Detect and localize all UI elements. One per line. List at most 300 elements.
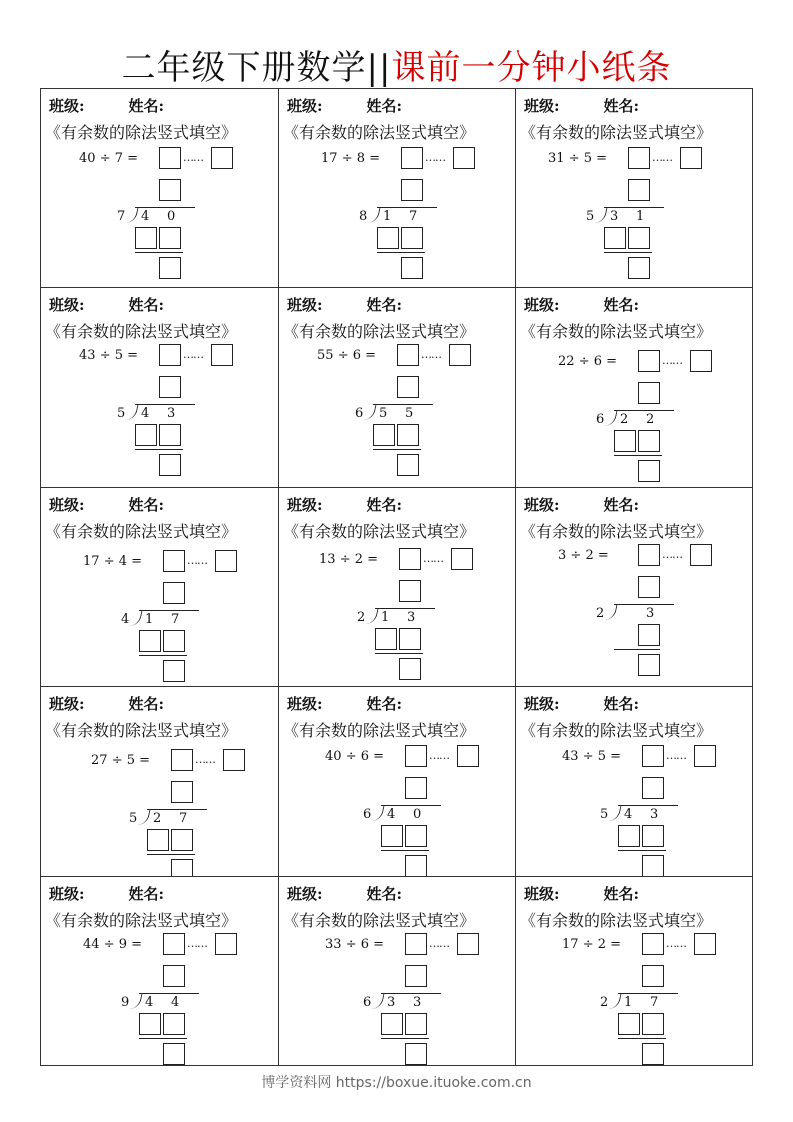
division-top-line: [135, 404, 195, 405]
remainder-result-box[interactable]: [405, 855, 427, 877]
product-ones-box[interactable]: [405, 825, 427, 847]
dividend-digit-ones: 3: [413, 995, 422, 1010]
dividend-digit-ones: 0: [167, 209, 176, 224]
title-red: 课前一分钟小纸条: [391, 48, 672, 88]
remainder-dots: ……: [666, 937, 686, 950]
dividend: 27: [91, 753, 108, 768]
equation: [325, 749, 384, 764]
dividend: 13: [319, 552, 336, 567]
product-tens-box[interactable]: [614, 430, 636, 452]
vertical-quotient-box[interactable]: [642, 965, 664, 987]
dividend-digit-tens: 4: [141, 209, 150, 224]
exercise-card: [279, 488, 516, 687]
vertical-quotient-box[interactable]: [399, 580, 421, 602]
exercise-card: [279, 687, 516, 877]
vertical-divisor: 9: [121, 995, 130, 1010]
remainder-dots: ……: [662, 354, 682, 367]
product-tens-box[interactable]: [375, 628, 397, 650]
division-top-line: [381, 805, 441, 806]
dividend: 40: [79, 151, 96, 166]
remainder-answer-box[interactable]: [690, 544, 712, 566]
class-label: 班级:: [524, 695, 560, 713]
product-tens-box[interactable]: [135, 424, 157, 446]
exercise-card: [279, 89, 516, 288]
remainder-result-box[interactable]: [401, 257, 423, 279]
equals-sign: =: [127, 151, 139, 166]
quotient-answer-box[interactable]: [405, 933, 427, 955]
division-bracket: [592, 207, 607, 223]
equation: [562, 937, 621, 952]
equation: [558, 354, 617, 369]
division-top-line: [614, 604, 674, 605]
division-top-line: [377, 207, 437, 208]
division-bracket: [363, 608, 378, 624]
vertical-quotient-box[interactable]: [628, 179, 650, 201]
divide-sign: ÷: [345, 749, 357, 764]
divide-sign: ÷: [111, 753, 123, 768]
remainder-result-box[interactable]: [159, 454, 181, 476]
class-label: 班级:: [524, 496, 560, 514]
class-label: 班级:: [49, 296, 85, 314]
divisor: 6: [593, 354, 603, 369]
remainder-result-box[interactable]: [405, 1043, 427, 1065]
equation: [548, 151, 607, 166]
card-header: [524, 693, 639, 714]
vertical-divisor: 5: [117, 406, 126, 421]
subtraction-line: [381, 850, 429, 851]
quotient-answer-box[interactable]: [405, 745, 427, 767]
card-header: [524, 294, 639, 315]
equals-sign: =: [597, 548, 609, 563]
division-top-line: [139, 610, 199, 611]
class-label: 班级:: [524, 885, 560, 903]
product-tens-box[interactable]: [373, 424, 395, 446]
product-ones-box[interactable]: [628, 227, 650, 249]
card-subtitle: 《有余数的除法竖式填空》: [520, 322, 713, 341]
vertical-divisor: 6: [596, 412, 605, 427]
exercise-card: [516, 687, 752, 877]
quotient-answer-box[interactable]: [642, 933, 664, 955]
divisor: 5: [126, 753, 136, 768]
remainder-result-box[interactable]: [638, 654, 660, 676]
exercise-card: [41, 488, 279, 687]
card-header: [287, 693, 402, 714]
equation: [558, 548, 609, 563]
class-label: 班级:: [524, 97, 560, 115]
divide-sign: ÷: [568, 151, 580, 166]
remainder-answer-box[interactable]: [211, 147, 233, 169]
vertical-quotient-box[interactable]: [638, 382, 660, 404]
division-top-line: [375, 608, 435, 609]
dividend: 17: [321, 151, 338, 166]
divisor: 6: [352, 348, 362, 363]
quotient-answer-box[interactable]: [163, 933, 185, 955]
division-bracket: [123, 404, 138, 420]
division-top-line: [373, 404, 433, 405]
quotient-answer-box[interactable]: [171, 749, 193, 771]
dividend: 33: [325, 937, 342, 952]
dividend: 3: [558, 548, 567, 563]
equation: [79, 151, 138, 166]
remainder-answer-box[interactable]: [215, 933, 237, 955]
card-header: [49, 294, 164, 315]
remainder-dots: ……: [187, 554, 207, 567]
dividend-digit-tens: 2: [153, 811, 162, 826]
divide-sign: ÷: [99, 348, 111, 363]
product-tens-box[interactable]: [377, 227, 399, 249]
card-subtitle: 《有余数的除法竖式填空》: [45, 123, 238, 142]
quotient-answer-box[interactable]: [159, 344, 181, 366]
remainder-answer-box[interactable]: [211, 344, 233, 366]
vertical-divisor: 6: [355, 406, 364, 421]
vertical-quotient-box[interactable]: [163, 965, 185, 987]
remainder-result-box[interactable]: [163, 1043, 185, 1065]
subtraction-line: [618, 850, 666, 851]
card-subtitle: 《有余数的除法竖式填空》: [520, 522, 713, 541]
class-label: 班级:: [524, 296, 560, 314]
equation: [321, 151, 380, 166]
equals-sign: =: [367, 552, 379, 567]
quotient-answer-box[interactable]: [159, 147, 181, 169]
remainder-result-box[interactable]: [642, 855, 664, 877]
division-top-line: [147, 809, 207, 810]
dividend-digit-ones: 7: [409, 209, 418, 224]
quotient-answer-box[interactable]: [163, 550, 185, 572]
remainder-answer-box[interactable]: [680, 147, 702, 169]
division-bracket: [123, 207, 138, 223]
subtraction-line: [373, 449, 421, 450]
division-bracket: [606, 993, 621, 1009]
product-ones-box[interactable]: [638, 624, 660, 646]
subtraction-line: [618, 1038, 666, 1039]
product-ones-box[interactable]: [159, 424, 181, 446]
class-label: 班级:: [287, 296, 323, 314]
vertical-divisor: 5: [129, 811, 138, 826]
division-bracket: [369, 993, 384, 1009]
class-label: 班级:: [287, 695, 323, 713]
card-subtitle: 《有余数的除法竖式填空》: [283, 721, 476, 740]
dividend: 43: [79, 348, 96, 363]
divide-sign: ÷: [341, 151, 353, 166]
product-ones-box[interactable]: [642, 1013, 664, 1035]
name-label: 姓名:: [128, 496, 165, 514]
card-header: [49, 95, 164, 116]
equation: [317, 348, 376, 363]
dividend-digit-ones: 3: [650, 807, 659, 822]
divisor: 7: [114, 151, 124, 166]
product-tens-box[interactable]: [618, 1013, 640, 1035]
division-bracket: [127, 993, 142, 1009]
division-top-line: [618, 993, 678, 994]
vertical-divisor: 5: [600, 807, 609, 822]
division-top-line: [139, 993, 199, 994]
vertical-divisor: 8: [359, 209, 368, 224]
remainder-result-box[interactable]: [171, 859, 193, 877]
name-label: 姓名:: [366, 97, 403, 115]
divisor: 5: [583, 151, 593, 166]
vertical-divisor: 5: [586, 209, 595, 224]
product-tens-box[interactable]: [604, 227, 626, 249]
exercise-card: [279, 877, 516, 1065]
equation: [319, 552, 378, 567]
remainder-dots: ……: [187, 937, 207, 950]
divide-sign: ÷: [339, 552, 351, 567]
vertical-quotient-box[interactable]: [642, 777, 664, 799]
remainder-answer-box[interactable]: [690, 350, 712, 372]
dividend-digit-ones: 3: [407, 610, 416, 625]
vertical-divisor: 7: [117, 209, 126, 224]
remainder-dots: ……: [423, 552, 443, 565]
card-header: [49, 693, 164, 714]
equation: [83, 937, 142, 952]
dividend-digit-ones: 7: [179, 811, 188, 826]
dividend-digit-tens: 3: [610, 209, 619, 224]
remainder-dots: ……: [429, 937, 449, 950]
dividend-digit-ones: 0: [413, 807, 422, 822]
dividend-digit-ones: 7: [650, 995, 659, 1010]
card-header: [287, 294, 402, 315]
name-label: 姓名:: [366, 885, 403, 903]
remainder-answer-box[interactable]: [457, 745, 479, 767]
product-tens-box[interactable]: [381, 825, 403, 847]
equals-sign: =: [610, 937, 622, 952]
product-ones-box[interactable]: [397, 424, 419, 446]
remainder-dots: ……: [195, 753, 215, 766]
divisor: 8: [356, 151, 366, 166]
divisor: 2: [354, 552, 364, 567]
equals-sign: =: [373, 937, 385, 952]
card-header: [287, 883, 402, 904]
divide-sign: ÷: [582, 937, 594, 952]
vertical-quotient-box[interactable]: [397, 376, 419, 398]
divisor: 6: [360, 937, 370, 952]
product-tens-box[interactable]: [139, 630, 161, 652]
vertical-quotient-box[interactable]: [638, 576, 660, 598]
vertical-quotient-box[interactable]: [171, 781, 193, 803]
worksheet-grid: [40, 88, 753, 1066]
card-header: [524, 95, 639, 116]
divisor: 5: [597, 749, 607, 764]
card-subtitle: 《有余数的除法竖式填空》: [45, 721, 238, 740]
vertical-divisor: 6: [363, 995, 372, 1010]
dividend: 55: [317, 348, 334, 363]
equals-sign: =: [606, 354, 618, 369]
card-subtitle: 《有余数的除法竖式填空》: [283, 123, 476, 142]
name-label: 姓名:: [603, 296, 640, 314]
equation: [79, 348, 138, 363]
card-subtitle: 《有余数的除法竖式填空》: [45, 911, 238, 930]
product-tens-box[interactable]: [139, 1013, 161, 1035]
division-top-line: [604, 207, 664, 208]
equation: [91, 753, 150, 768]
remainder-dots: ……: [421, 348, 441, 361]
divide-sign: ÷: [570, 548, 582, 563]
remainder-dots: ……: [652, 151, 672, 164]
divide-sign: ÷: [345, 937, 357, 952]
page-title: [0, 46, 793, 90]
product-tens-box[interactable]: [381, 1013, 403, 1035]
product-tens-box[interactable]: [147, 829, 169, 851]
product-ones-box[interactable]: [401, 227, 423, 249]
dividend-digit-ones: 5: [405, 406, 414, 421]
divisor: 2: [597, 937, 607, 952]
division-top-line: [614, 410, 674, 411]
equals-sign: =: [596, 151, 608, 166]
remainder-result-box[interactable]: [397, 454, 419, 476]
card-subtitle: 《有余数的除法竖式填空》: [520, 123, 713, 142]
divide-sign: ÷: [103, 554, 115, 569]
vertical-quotient-box[interactable]: [163, 582, 185, 604]
subtraction-line: [381, 1038, 429, 1039]
card-header: [524, 883, 639, 904]
vertical-quotient-box[interactable]: [159, 179, 181, 201]
dividend-digit-ones: 2: [646, 412, 655, 427]
dividend-digit-ones: 3: [646, 606, 655, 621]
product-ones-box[interactable]: [405, 1013, 427, 1035]
dividend: 22: [558, 354, 575, 369]
equation: [562, 749, 621, 764]
remainder-answer-box[interactable]: [453, 147, 475, 169]
division-bracket: [602, 604, 617, 620]
dividend: 17: [562, 937, 579, 952]
title-black: 二年级下册数学||: [121, 48, 392, 88]
remainder-result-box[interactable]: [642, 1043, 664, 1065]
name-label: 姓名:: [128, 695, 165, 713]
exercise-card: [41, 288, 279, 488]
card-subtitle: 《有余数的除法竖式填空》: [520, 911, 713, 930]
divisor: 6: [360, 749, 370, 764]
remainder-dots: ……: [666, 749, 686, 762]
name-label: 姓名:: [603, 496, 640, 514]
subtraction-line: [375, 653, 423, 654]
footer-url: 博学资料网 https://boxue.ituoke.com.cn: [261, 1075, 532, 1091]
divide-sign: ÷: [582, 749, 594, 764]
quotient-answer-box[interactable]: [628, 147, 650, 169]
vertical-divisor: 2: [596, 606, 605, 621]
exercise-card: [41, 687, 279, 877]
division-top-line: [618, 805, 678, 806]
product-tens-box[interactable]: [135, 227, 157, 249]
division-top-line: [381, 993, 441, 994]
dividend-digit-tens: 4: [145, 995, 154, 1010]
remainder-answer-box[interactable]: [223, 749, 245, 771]
subtraction-line: [135, 252, 183, 253]
divide-sign: ÷: [337, 348, 349, 363]
class-label: 班级:: [287, 885, 323, 903]
remainder-answer-box[interactable]: [449, 344, 471, 366]
division-bracket: [365, 207, 380, 223]
product-ones-box[interactable]: [642, 825, 664, 847]
card-subtitle: 《有余数的除法竖式填空》: [283, 911, 476, 930]
dividend: 17: [83, 554, 100, 569]
quotient-answer-box[interactable]: [642, 745, 664, 767]
subtraction-line: [135, 449, 183, 450]
vertical-quotient-box[interactable]: [405, 777, 427, 799]
remainder-dots: ……: [183, 348, 203, 361]
division-bracket: [127, 610, 142, 626]
name-label: 姓名:: [128, 296, 165, 314]
card-header: [49, 494, 164, 515]
remainder-result-box[interactable]: [638, 460, 660, 482]
quotient-answer-box[interactable]: [399, 548, 421, 570]
exercise-card: [516, 89, 752, 288]
product-ones-box[interactable]: [399, 628, 421, 650]
remainder-answer-box[interactable]: [457, 933, 479, 955]
equals-sign: =: [365, 348, 377, 363]
vertical-divisor: 2: [357, 610, 366, 625]
name-label: 姓名:: [603, 885, 640, 903]
product-ones-box[interactable]: [171, 829, 193, 851]
remainder-answer-box[interactable]: [694, 933, 716, 955]
remainder-answer-box[interactable]: [451, 548, 473, 570]
card-subtitle: 《有余数的除法竖式填空》: [283, 322, 476, 341]
card-subtitle: 《有余数的除法竖式填空》: [45, 322, 238, 341]
class-label: 班级:: [287, 97, 323, 115]
card-subtitle: 《有余数的除法竖式填空》: [45, 522, 238, 541]
remainder-dots: ……: [183, 151, 203, 164]
divisor: 5: [114, 348, 124, 363]
product-ones-box[interactable]: [163, 1013, 185, 1035]
vertical-quotient-box[interactable]: [159, 376, 181, 398]
exercise-card: [516, 877, 752, 1065]
quotient-answer-box[interactable]: [638, 350, 660, 372]
quotient-answer-box[interactable]: [401, 147, 423, 169]
divide-sign: ÷: [103, 937, 115, 952]
dividend-digit-ones: 1: [636, 209, 645, 224]
card-header: [287, 494, 402, 515]
vertical-quotient-box[interactable]: [405, 965, 427, 987]
remainder-result-box[interactable]: [628, 257, 650, 279]
remainder-dots: ……: [429, 749, 449, 762]
remainder-result-box[interactable]: [159, 257, 181, 279]
remainder-answer-box[interactable]: [215, 550, 237, 572]
class-label: 班级:: [49, 496, 85, 514]
card-subtitle: 《有余数的除法竖式填空》: [520, 721, 713, 740]
remainder-answer-box[interactable]: [694, 745, 716, 767]
subtraction-line: [614, 455, 662, 456]
quotient-answer-box[interactable]: [397, 344, 419, 366]
divisor: 2: [585, 548, 594, 563]
dividend-digit-ones: 4: [171, 995, 180, 1010]
exercise-card: [41, 89, 279, 288]
dividend-digit-tens: 4: [624, 807, 633, 822]
quotient-answer-box[interactable]: [638, 544, 660, 566]
dividend-digit-tens: 5: [379, 406, 388, 421]
card-subtitle: 《有余数的除法竖式填空》: [283, 522, 476, 541]
division-top-line: [135, 207, 195, 208]
product-tens-box[interactable]: [618, 825, 640, 847]
subtraction-line: [147, 854, 195, 855]
product-ones-box[interactable]: [159, 227, 181, 249]
product-ones-box[interactable]: [163, 630, 185, 652]
vertical-quotient-box[interactable]: [401, 179, 423, 201]
division-bracket: [602, 410, 617, 426]
dividend-digit-tens: 1: [381, 610, 390, 625]
remainder-result-box[interactable]: [399, 658, 421, 680]
class-label: 班级:: [49, 695, 85, 713]
name-label: 姓名:: [128, 97, 165, 115]
remainder-result-box[interactable]: [163, 660, 185, 682]
exercise-card: [516, 488, 752, 687]
divisor: 9: [118, 937, 128, 952]
product-ones-box[interactable]: [638, 430, 660, 452]
equation: [83, 554, 142, 569]
name-label: 姓名:: [128, 885, 165, 903]
subtraction-line: [377, 252, 425, 253]
class-label: 班级:: [287, 496, 323, 514]
name-label: 姓名:: [603, 695, 640, 713]
equals-sign: =: [131, 937, 143, 952]
